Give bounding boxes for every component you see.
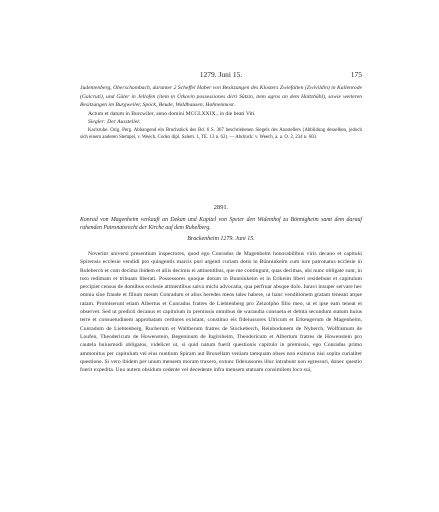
document-number: 2891. [213,204,229,211]
page-number: 175 [350,70,362,79]
siegler-line: Siegler: Der Aussteller. [88,119,141,125]
previous-document-text: Judentenberg, Oberschambach, darunter 2 Scheffel Haber von Besitzungen des Klosters Zwiefalten (Zwivildin) in Kallenrode (Galcruti), und Güter in Jellofen (item in Ütkovin possessiones dicti Sûtzin, item agros an dem Haltzbühl), sowie weiteren Besitzungen im Burgweiler, Spöck, Beude, Waldhausen, Hahnenmost. [80,85,362,108]
actum-line: Actum et datum in Burcwiler, anno domini MCCLXXIX., in die beati Viti. [88,110,256,117]
document-summary: Konrad von Magenheim verkauft an Dekan und Kapitel von Speier den Widemhof zu Bönnigheim samt dem darauf ruhenden Patronatsrecht der Kirche auf dem Ruhelberg. [80,217,362,232]
archival-note: Karlsruhe. Orig. Perg. Abhangend ein Bruchstück des Bd. 6 S. 367 beschriebenen Siegels des Ausstellers (Abbildung desselben, jedoch sich einem anderen Stempel, v. Weech, Codex dipl. Salem. 1, TE. 13 n. 62). — Abdruck: v. Weech, a. a. O. 2, 234 n. 603. [80,127,362,140]
main-text-block [80,250,362,374]
header-date: 1279. Juni 15. [199,70,243,79]
page-header [80,70,362,80]
previous-document-end [80,84,362,141]
place-date: Brackenheim 1279. Juni 15. [187,236,255,242]
main-text: Noverint universi presentium inspectores, quod ego Conradus de Magenheim honorabilibus viris decano et capitulo Spirensis ecclesie vendidi pro quingentis marcis puri argenti curiam dotis in Bünninkeim cum iure patronatus ecclesie in Ruleberch et cum decima ibidem et aliis decimis ei attinentibus, que me contingunt, quas decimas, ubi nunc obligate sunt, in toto redimam et tribuam liberati. Possessores quoque dotum in Bunninkeim et in Erikeim liberi residebunt et capitulum percipiet census de domibus ecclesie attinentibus salva michi advocatia, qua perfruar absque dolo. Iuravi insuper servare hec omnia sine fraude et filium meum Conradum et alios heredes meos tales habere, ut hanc venditionem gratam teneant atque ratam. Promiserunt etiam Albertus et Cunradus fratres de Liehtenberg pro Zeizolpho filio meo, ut et ipse eam teneat et observet. Sed ut predicti decanus et capitulum in premissis omnibus de warandia consueta et debita secundum statum huius terre et consuetudinem approbatam certiores existant, constituo eis fideiussores Ulricum et Erkengerum de Magenheim, Cunradum de Liehtenberg, Rucherum et Waltherum fratres de Stockeberch, Reinbodonem de Nyberch, Wolframum de Loufen, Theodericum de Howenstein, Begeninum de Ingirsheim, Theodericum et Albertum fratres de Howenstein pro cautela huiusmodi obligatos, videlicet ut, si quid natum fuerit questionis capitulo in premissis, ego Conradus primo ammonitus per capitulum vel eius nuntium Spiram aut Bruxellam veniam tamquam obses non exiturus nisi sopita curialiter questione. Si vero ibidem per unum mensem moram traxero, extunc fideiussores illuc intrabunt non egressuri, donec questio fuerit expedita. Uno autem obsidum cedente vel decedente infra mensem statuam consimilem loco sui, [80,251,362,374]
